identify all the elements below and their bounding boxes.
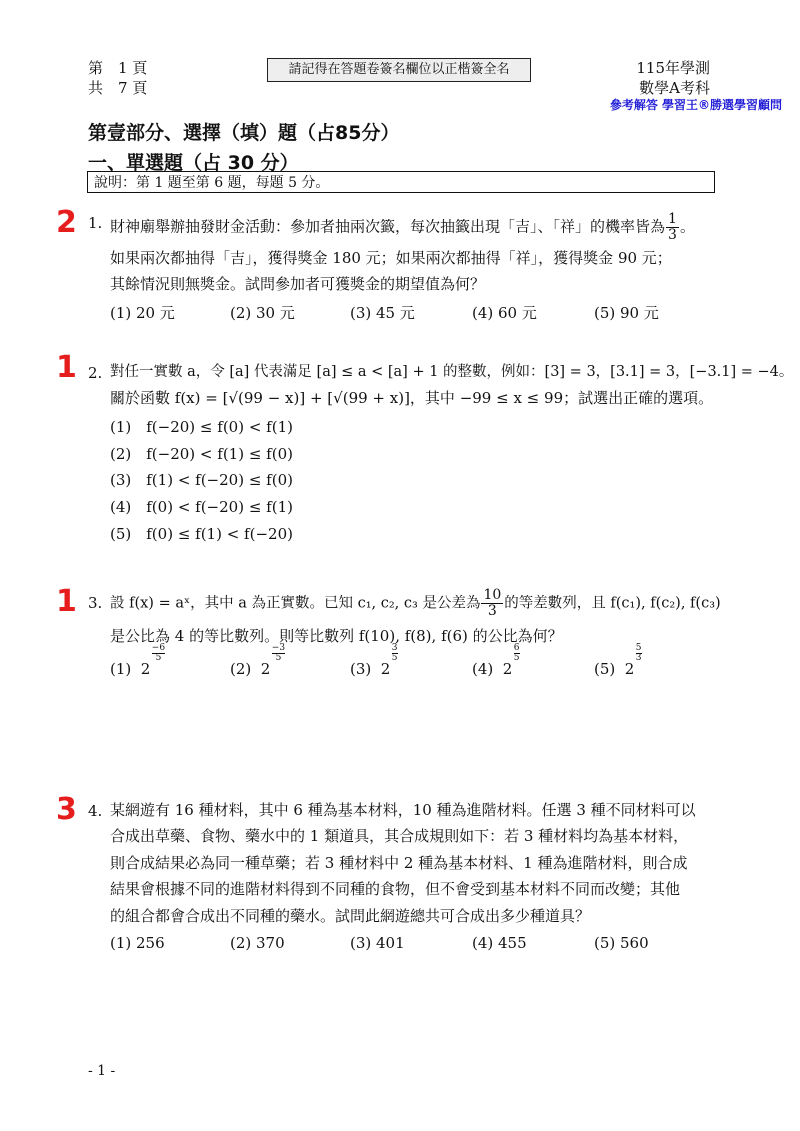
exponent-denominator: 5 (391, 653, 398, 663)
option: (2) 370 (230, 934, 285, 952)
option: (3) f(1) < f(−20) ≤ f(0) (110, 471, 293, 489)
part-title: 第壹部分、選擇（填）題（占85分） (88, 122, 400, 144)
option-label: (3) (350, 660, 372, 678)
power-expression (260, 643, 286, 678)
option: (1) 256 (110, 934, 165, 952)
option: (1) 20 元 (110, 304, 175, 322)
option: (5) 90 元 (594, 304, 659, 322)
question-number: 1. (88, 214, 103, 232)
question-text: 其餘情況則無獎金。試問參加者可獲獎金的期望值為何？ (110, 275, 486, 293)
question-text (110, 588, 721, 619)
power-expression (624, 643, 642, 678)
question-number: 2. (88, 364, 103, 382)
signature-notice: 請記得在答題卷簽名欄位以正楷簽全名 (267, 58, 531, 82)
exponent-numerator: 3 (391, 643, 398, 653)
option (350, 643, 398, 678)
fraction-numerator: 10 (483, 587, 502, 603)
exponent-denominator: 5 (513, 653, 520, 663)
section-title: 一、單選題（占 30 分） (88, 152, 299, 174)
fraction (666, 212, 679, 243)
option-label: (5) (594, 660, 616, 678)
question-text: 如果兩次都抽得「吉」，獲得獎金 180 元；如果兩次都抽得「祥」，獲得獎金 90 元； (110, 249, 672, 267)
option (110, 643, 166, 678)
question-text: 關於函數 f(x) = [√(99 − x)] + [√(99 + x)]，其中 −99 ≤ x ≤ 99；試選出正確的選項。 (110, 389, 714, 407)
option: (2) f(−20) < f(1) ≤ f(0) (110, 445, 293, 463)
power-base: 2 (260, 660, 271, 678)
option-label: (4) (472, 660, 494, 678)
exponent-denominator: 5 (275, 653, 282, 663)
fraction-denominator: 3 (668, 227, 677, 243)
power-exponent (514, 644, 520, 663)
question-text-part: 財神廟舉辦抽發財金活動：參加者抽兩次籤，每次抽籤出現「吉」、「祥」的機率皆為 (110, 217, 666, 236)
page-footer: - 1 - (88, 1063, 116, 1079)
option (472, 643, 520, 678)
option (594, 643, 642, 678)
question-text: 則合成結果必為同一種草藥；若 3 種材料中 2 種為基本材料、1 種為進階材料，則合成 (110, 854, 688, 872)
answer-mark-q1: 2 (56, 205, 77, 240)
power-base: 2 (624, 660, 635, 678)
exponent-numerator: −6 (151, 643, 166, 653)
total-pages: 共 7 頁 (88, 79, 148, 97)
question-text (110, 212, 695, 243)
power-exponent (152, 644, 165, 663)
option (230, 643, 286, 678)
instructions-box: 說明：第 1 題至第 6 題，每題 5 分。 (87, 171, 715, 193)
power-expression (502, 643, 520, 678)
exam-info (600, 58, 710, 98)
option: (3) 45 元 (350, 304, 415, 322)
page-number-block (88, 58, 147, 98)
power-base: 2 (502, 660, 513, 678)
option: (2) 30 元 (230, 304, 295, 322)
power-base: 2 (380, 660, 391, 678)
question-text: 某網遊有 16 種材料，其中 6 種為基本材料，10 種為進階材料。任選 3 種不同材料可以 (110, 801, 696, 819)
question-text: 合成出草藥、食物、藥水中的 1 類道具，其合成規則如下：若 3 種材料均為基本材料， (110, 827, 689, 845)
answer-credit: 參考解答 學習王®勝選學習顧問 (609, 98, 782, 112)
option: (4) f(0) < f(−20) ≤ f(1) (110, 498, 293, 516)
option: (5) f(0) ≤ f(1) < f(−20) (110, 525, 293, 543)
exponent-denominator: 3 (635, 653, 642, 663)
fraction-denominator: 3 (487, 603, 497, 619)
exam-year: 115年學測 (636, 59, 710, 77)
option-label: (2) (230, 660, 252, 678)
question-text: 結果會根據不同的進階材料得到不同種的食物，但不會受到基本材料不同而改變；其他 (110, 880, 681, 898)
question-text: 的組合都會合成出不同種的藥水。試問此網遊總共可合成出多少種道具？ (110, 907, 591, 925)
exponent-numerator: 5 (635, 643, 642, 653)
page-number: 第 1 頁 (88, 59, 148, 77)
answer-mark-q3: 1 (56, 584, 77, 619)
question-text-part: 。 (679, 217, 695, 236)
answer-mark-q2: 1 (56, 350, 77, 385)
answer-mark-q4: 3 (56, 792, 77, 827)
question-text-part: 的等差數列，且 f(c₁), f(c₂), f(c₃) (504, 595, 721, 612)
power-exponent (272, 644, 285, 663)
question-text: 對任一實數 a，令 [a] 代表滿足 [a] ≤ a < [a] + 1 的整數，例如：[3] = 3，[3.1] = 3，[−3.1] = −4。 (110, 364, 794, 380)
option-label: (1) (110, 660, 132, 678)
question-text: 是公比為 4 的等比數列。則等比數列 f(10), f(8), f(6) 的公比為何？ (110, 627, 563, 645)
option: (4) 455 (472, 934, 527, 952)
question-text-part: 設 f(x) = aˣ，其中 a 為正實數。已知 c₁, c₂, c₃ 是公差為 (110, 595, 481, 612)
fraction (481, 588, 503, 619)
power-base: 2 (140, 660, 151, 678)
power-expression (380, 643, 398, 678)
exponent-denominator: 5 (155, 653, 162, 663)
option: (3) 401 (350, 934, 405, 952)
option: (1) f(−20) ≤ f(0) < f(1) (110, 418, 293, 436)
question-number: 3. (88, 594, 103, 612)
power-exponent (392, 644, 398, 663)
exponent-numerator: −3 (271, 643, 286, 653)
fraction-numerator: 1 (668, 211, 677, 227)
power-exponent (636, 644, 642, 663)
option: (5) 560 (594, 934, 649, 952)
power-expression (140, 643, 166, 678)
exam-subject: 數學A考科 (639, 79, 710, 97)
question-number: 4. (88, 802, 103, 820)
option: (4) 60 元 (472, 304, 537, 322)
exponent-numerator: 6 (513, 643, 520, 653)
